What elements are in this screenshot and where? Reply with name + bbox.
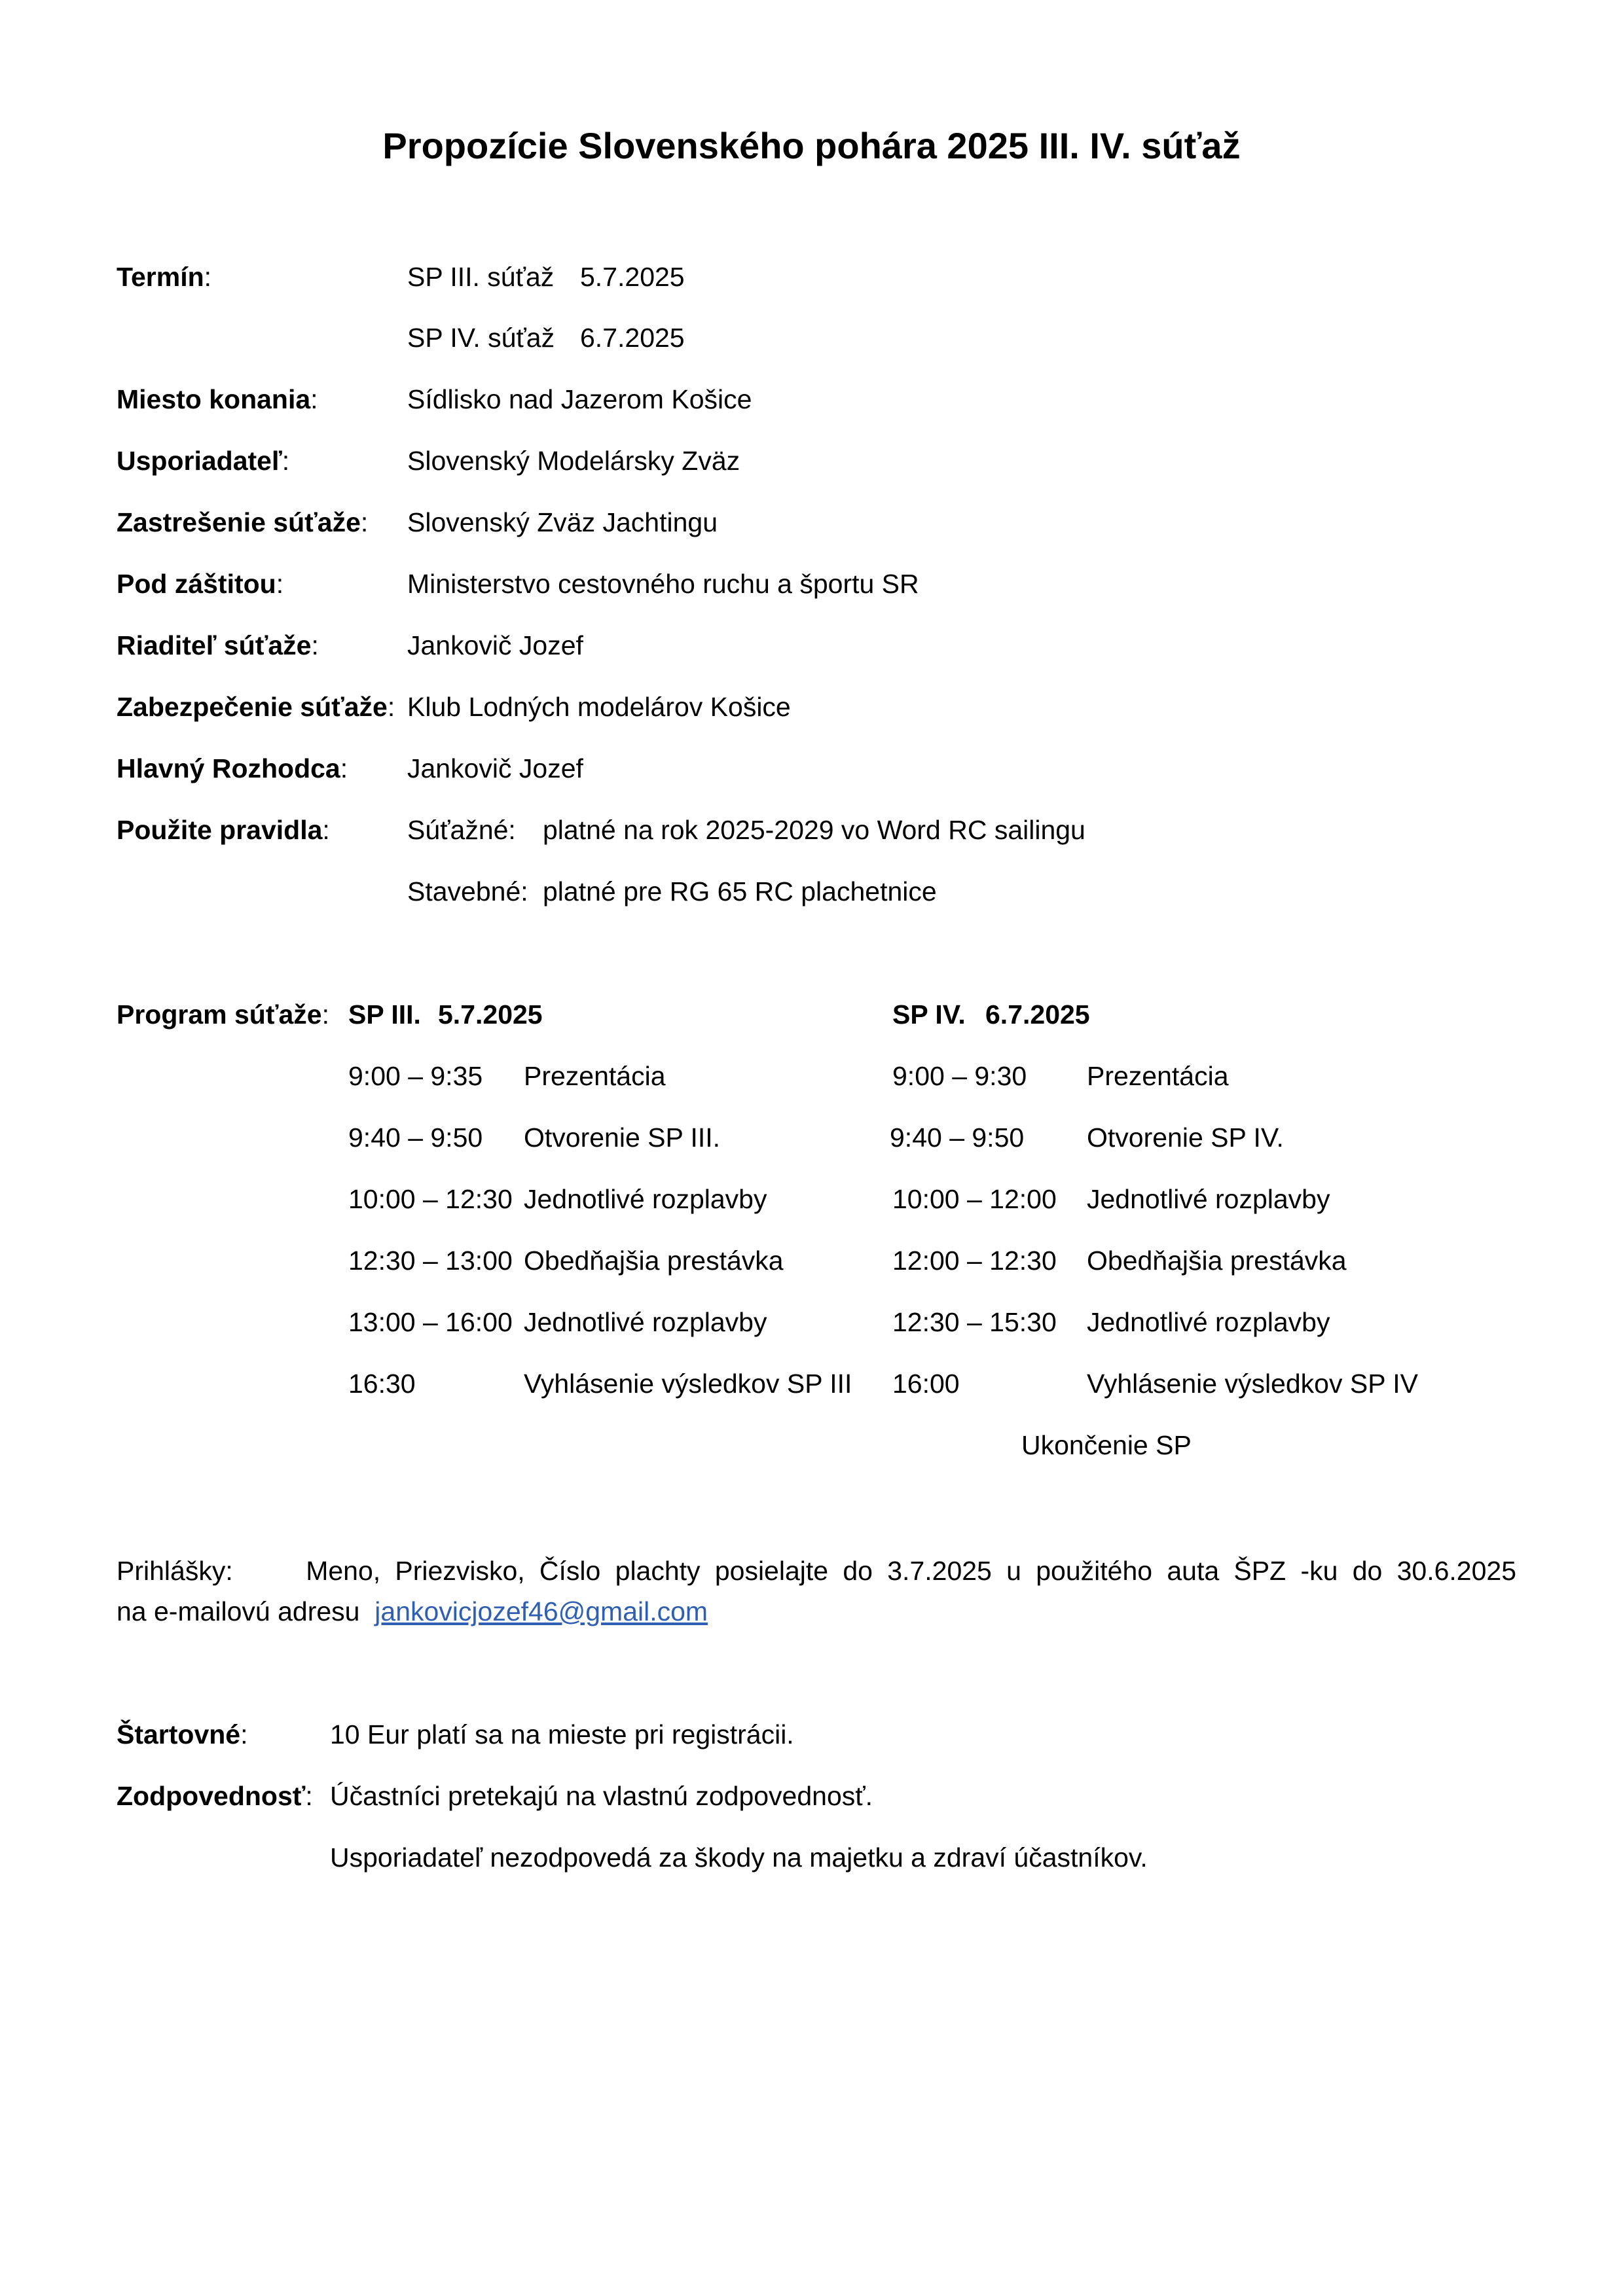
sp4-row-time: 12:30 – 15:30 bbox=[892, 1307, 1057, 1337]
program-label: Program súťaže bbox=[117, 999, 322, 1030]
registration-text: Meno, Priezvisko, Číslo plachty posielajte do 3.7.2025 u použitého auta ŠPZ -ku do 30.6.2025 bbox=[306, 1556, 1516, 1586]
registration-line bbox=[117, 1551, 1516, 1591]
sp3-heading: SP III. bbox=[348, 999, 421, 1030]
rozhodca-label: Hlavný Rozhodca bbox=[117, 753, 340, 783]
sp4-row-time: 12:00 – 12:30 bbox=[892, 1246, 1057, 1276]
sp3-row-event: Jednotlivé rozplavby bbox=[524, 1184, 767, 1214]
registration-label: Prihlášky: bbox=[117, 1556, 233, 1586]
miesto-label: Miesto konania bbox=[117, 384, 311, 414]
sp4-row-event: Otvorenie SP IV. bbox=[1087, 1122, 1284, 1153]
riaditel-label: Riaditeľ súťaže bbox=[117, 630, 312, 660]
sp3-date: 5.7.2025 bbox=[438, 999, 543, 1030]
usporiadatel-label: Usporiadateľ bbox=[117, 446, 282, 476]
termin-1-date: 5.7.2025 bbox=[580, 262, 685, 292]
sp3-row-event: Prezentácia bbox=[524, 1061, 666, 1091]
zastresenie-value: Slovenský Zväz Jachtingu bbox=[407, 507, 718, 537]
zodpovednost-2: Usporiadateľ nezodpovedá za škody na majetku a zdraví účastníkov. bbox=[330, 1842, 1148, 1873]
rozhodca-value: Jankovič Jozef bbox=[407, 753, 583, 783]
zabezpecenie-label: Zabezpečenie súťaže bbox=[117, 692, 388, 722]
zastresenie-label: Zastrešenie súťaže bbox=[117, 507, 361, 537]
termin-2-date: 6.7.2025 bbox=[580, 323, 685, 353]
sp4-row-time: 9:00 – 9:30 bbox=[892, 1061, 1027, 1091]
page-title: Propozície Slovenského pohára 2025 III. IV. súťaž bbox=[382, 125, 1241, 166]
email-line bbox=[117, 1595, 708, 1628]
zastita-value: Ministerstvo cestovného ruchu a športu SR bbox=[407, 569, 919, 599]
zodpovednost-label: Zodpovednosť bbox=[117, 1781, 306, 1811]
termin-2-event: SP IV. súťaž bbox=[407, 323, 555, 353]
sp3-row-time: 12:30 – 13:00 bbox=[348, 1246, 513, 1276]
pravidla-2-type: Stavebné: bbox=[407, 876, 528, 906]
sp4-row-event: Jednotlivé rozplavby bbox=[1087, 1307, 1330, 1337]
riaditel-value: Jankovič Jozef bbox=[407, 630, 583, 660]
startovne-value: 10 Eur platí sa na mieste pri registrácii. bbox=[330, 1719, 794, 1749]
termin-1-event: SP III. súťaž bbox=[407, 262, 555, 292]
sp3-row-time: 10:00 – 12:30 bbox=[348, 1184, 513, 1214]
pravidla-1-text: platné na rok 2025-2029 vo Word RC sailingu bbox=[543, 815, 1085, 845]
sp3-row-time: 9:40 – 9:50 bbox=[348, 1122, 483, 1153]
sp4-row-time: 9:40 – 9:50 bbox=[890, 1122, 1025, 1153]
sp4-row-event: Prezentácia bbox=[1087, 1061, 1229, 1091]
sp3-row-event: Vyhlásenie výsledkov SP III bbox=[524, 1369, 852, 1399]
zabezpecenie-value: Klub Lodných modelárov Košice bbox=[407, 692, 791, 722]
pravidla-1-type: Súťažné: bbox=[407, 815, 516, 845]
sp3-row-event: Otvorenie SP III. bbox=[524, 1122, 721, 1153]
sp3-row-event: Jednotlivé rozplavby bbox=[524, 1307, 767, 1337]
termin-label: Termín bbox=[117, 262, 204, 292]
sp4-row-time: 10:00 – 12:00 bbox=[892, 1184, 1057, 1214]
email-intro: na e-mailovú adresu bbox=[117, 1596, 360, 1626]
zodpovednost-1: Účastníci pretekajú na vlastnú zodpovednosť. bbox=[330, 1781, 873, 1811]
pravidla-2-text: platné pre RG 65 RC plachetnice bbox=[543, 876, 937, 906]
miesto-value: Sídlisko nad Jazerom Košice bbox=[407, 384, 752, 414]
pravidla-label: Použite pravidla bbox=[117, 815, 323, 845]
sp4-row-event: Jednotlivé rozplavby bbox=[1087, 1184, 1330, 1214]
sp4-row-event: Vyhlásenie výsledkov SP IV bbox=[1087, 1369, 1418, 1399]
sp4-date: 6.7.2025 bbox=[985, 999, 1090, 1030]
zastita-label: Pod záštitou bbox=[117, 569, 276, 599]
sp3-row-event: Obedňajšia prestávka bbox=[524, 1246, 784, 1276]
sp3-row-time: 16:30 bbox=[348, 1369, 416, 1399]
sp4-row-time: 16:00 bbox=[892, 1369, 960, 1399]
startovne-label: Štartovné bbox=[117, 1719, 241, 1749]
email-link[interactable]: jankovicjozef46@gmail.com bbox=[374, 1596, 708, 1626]
sp4-heading: SP IV. bbox=[892, 999, 966, 1030]
sp3-row-time: 13:00 – 16:00 bbox=[348, 1307, 513, 1337]
usporiadatel-value: Slovenský Modelársky Zväz bbox=[407, 446, 740, 476]
sp4-closing: Ukončenie SP bbox=[1021, 1430, 1192, 1460]
sp3-row-time: 9:00 – 9:35 bbox=[348, 1061, 483, 1091]
sp4-row-event: Obedňajšia prestávka bbox=[1087, 1246, 1347, 1276]
